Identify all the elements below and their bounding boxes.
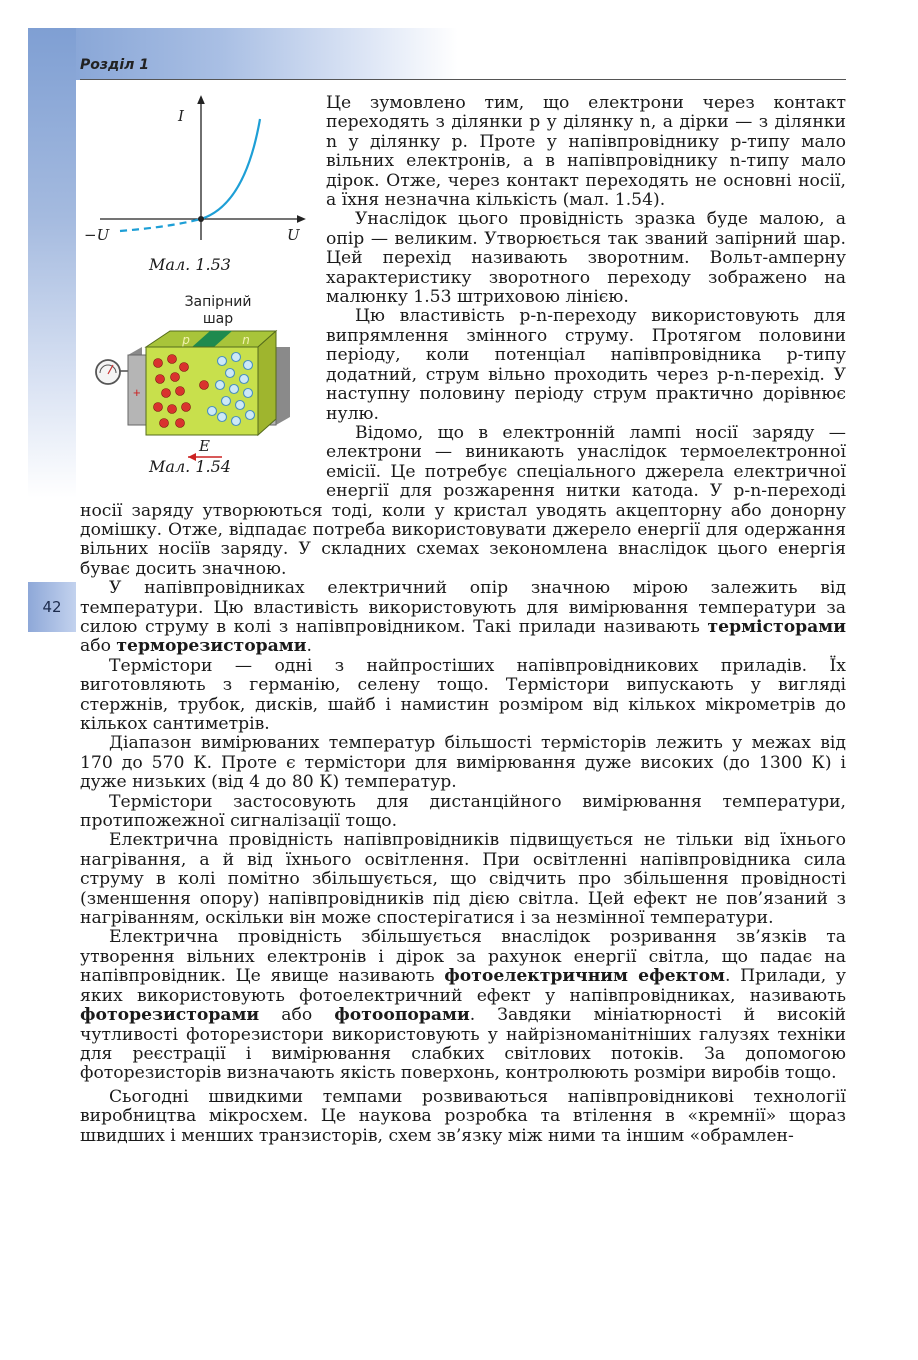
paragraph: Відомо, що в електронній лампі носії заряду — електрони — виникають унаслідок термоелектронної емісії. Це потребує спеціального джерела електричної енергії для розжарення нитки катода. У p-n-переході носії заряду утворюються тоді, коли у кристал уводять акцепторну або донорну домішку. Отже, відпадає потреба використовувати джерело енергії для одержання вільних носіїв заряду. У складних схемах зекономлена внаслідок цього енергія буває досить значною. (80, 422, 846, 579)
barrier-layer-label: Запірний шар (184, 294, 252, 327)
paragraph: Термістори застосовують для дистанційного вимірювання температури, протипожежної сигналізації тощо. (80, 791, 846, 832)
paragraph: Сьогодні швидкими темпами розвиваються напівпровідникові технології виробництва мікросхем. Це наукова розробка та втілення в «кремнії» щораз швидших і менших транзисторів, схем зв’язку між ними та іншим «обрамлен- (80, 1086, 846, 1146)
paragraph: Електрична провідність збільшується внаслідок розривання зв’язків та утворення вільних електронів і дірок за рахунок енергії світла, що падає на напівпровідник. Це явище називають фотоелектричним ефектом. Прилади, у яких використовують фотоелектричний ефект у напівпровідниках, називають фоторезисторами або фотоопорами. Завдяки мініатюрності й високій чутливості фоторезистори використовують у найрізноманітніших галузях техніки для реєстрації і вимірювання слабких світлових потоків. За допомогою фоторезисторів визначають якість поверхонь, контролюють розміри виробів тощо. (80, 927, 846, 1084)
figure-caption-1-54: Мал. 1.54 (149, 457, 231, 476)
svg-text:+: + (133, 385, 141, 400)
x-axis-neg-label: −U (84, 226, 110, 244)
section-title: Розділ 1 (80, 57, 149, 73)
paragraph: У напівпровідниках електричний опір значною мірою залежить від температури. Цю властивість використовують для вимірювання температури за силою струму в колі з напівпровідником. Такі прилади називають термісторами або терморезисторами. (80, 578, 846, 657)
paragraph: Термістори — одні з найпростіших напівпровідникових приладів. Їх виготовляють з германію, селену тощо. Термістори випускають у вигляді стержнів, трубок, дисків, шайб і намистин розміром від кількох мікрометрів до кількох сантиметрів. (80, 655, 846, 734)
n-region-label: n (242, 333, 250, 347)
term-photo-opory: фотоопорами (334, 1005, 470, 1026)
y-axis-label: I (178, 107, 184, 125)
paragraph: Цю властивість p-n-переходу використовують для випрямлення змінного струму. Протягом половини періоду, коли потенціал напівпровідника p-типу додатний, струм вільно проходить через p-n-перехід. У наступну половину періоду струм практично дорівнює нулю. (326, 306, 846, 424)
x-axis-pos-label: U (287, 226, 300, 244)
margin-decoration-band (28, 28, 76, 498)
header-rule (80, 79, 846, 80)
paragraph: Електрична провідність напівпровідників підвищується не тільки від їхнього нагрівання, а й від їхнього освітлення. При освітленні напівпровідника сила струму в колі помітно збільшується, що свідчить про збільшення провідності (зменшення опору) напівпровідників під дією світла. Цей ефект не пов’язаний з нагріванням, оскільки він може спостерігатися і за незмінної температури. (80, 830, 846, 929)
paragraph: Діапазон вимірюваних температур більшості термісторів лежить у межах від 170 до 570 К. Проте є термістори для вимірювання дуже високих (до 1300 К) і дуже низьких (від 4 до 80 К) температур. (80, 733, 846, 793)
term-photoelectric-effect: фотоелектричним ефектом (444, 966, 725, 987)
p-region-label: p (182, 333, 190, 347)
paragraph: Це зумовлено тим, що електрони через контакт переходять з ділянки p у ділянку n, а дірки — з ділянки n у ділянку p. Проте у напівпровіднику p-типу мало вільних електронів, а в напівпровіднику n-типу мало дірок. Отже, через контакт переходять не основні носії, а їхня незначна кількість (мал. 1.54). (326, 93, 846, 211)
term-photoresistors: фоторезисторами (80, 1005, 260, 1026)
paragraph: Унаслідок цього провідність зразка буде малою, а опір — великим. Утворюється так званий запірний шар. Цей перехід називають зворотним. Вольт-амперну характеристику зворотного переходу зображено на малюнку 1.53 штриховою лінією. (326, 209, 846, 308)
field-label: E (199, 437, 210, 455)
figure-caption-1-53: Мал. 1.53 (149, 255, 231, 274)
term-thermistors: термісторами (707, 616, 846, 637)
term-thermoresistors: терморезисторами (116, 636, 307, 657)
page-number: 42 (28, 582, 76, 632)
body-text (80, 94, 846, 1146)
